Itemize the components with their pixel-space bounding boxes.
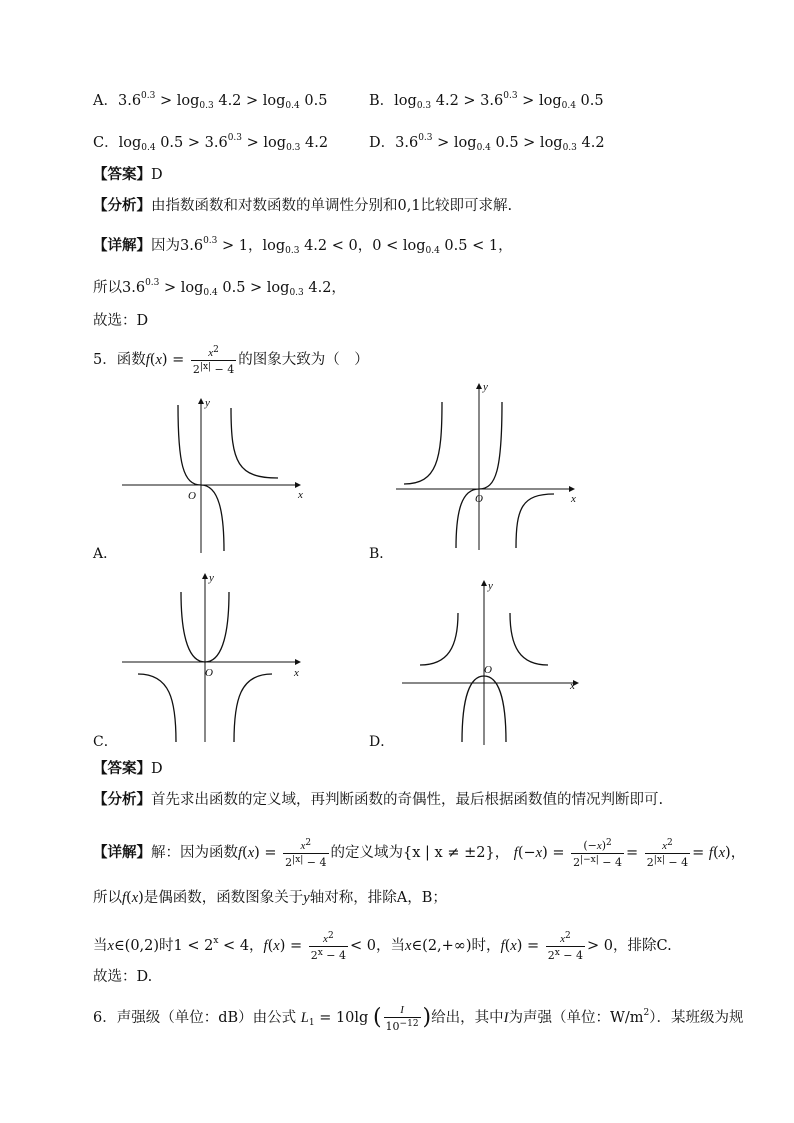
curve-left	[420, 613, 458, 665]
q4-analysis: 【分析】由指数函数和对数函数的单调性分别和0,1比较即可求解.	[93, 198, 513, 214]
curve-right	[516, 494, 554, 548]
origin-label: O	[484, 664, 492, 676]
q5-stem: 5．函数f(x) = $\frac{x^2}{2^{|x|} - 4}$ 的图象大致为（ ）	[93, 345, 369, 376]
x-label: x	[570, 680, 575, 692]
q4-option-c: C．$\log_{0.4} 0.5 > 3.6^{0.3} > \log_{0.3} 4.2$	[93, 133, 329, 153]
x-label: x	[571, 493, 576, 505]
y-label: y	[209, 572, 214, 584]
x-label: x	[294, 667, 299, 679]
y-label: y	[488, 580, 493, 592]
q4-detail: 【详解】因为$3.6^{0.3} > 1$，$\log_{0.3} 4.2 < 0$，$0 < \log_{0.4} 0.5 < 1$，	[93, 236, 513, 256]
curve-right	[231, 408, 278, 478]
curve-right	[234, 674, 272, 742]
graph-d-label: D．	[369, 734, 395, 750]
graph-option-d	[398, 577, 588, 747]
q5-even-conclusion: 所以f(x)是偶函数，函数图象关于y轴对称，排除A，B；	[93, 890, 447, 906]
graph-a-label: A．	[93, 546, 118, 562]
q5-detail: 【详解】解：因为函数f(x) = $\frac{x^2}{2^{|x|} - 4}$ 的定义域为{x | x ≠ ±2}， f(−x) = $\frac{(-x)^2}{2^{|-x|} - 4}$ = $\frac{x^2}{2^{|x|} - 4}$ = f(x)，	[93, 838, 746, 869]
y-label: y	[483, 381, 488, 393]
q4-choose: 故选：D	[93, 313, 149, 329]
graph-option-a	[118, 393, 308, 558]
graph-b-label: B．	[369, 546, 394, 562]
q4-option-b: B．$\log_{0.3} 4.2 > 3.6^{0.3} > \log_{0.4} 0.5$	[369, 91, 604, 111]
origin-label: O	[188, 490, 196, 502]
q6-stem: 6．声强级（单位：dB）由公式 $L_1 = 10\lg$ ( $\frac{I}{10^{-12}}$ )给出，其中I为声强（单位：$W/m^2$）．某班级为规	[93, 1004, 744, 1033]
q5-choose: 故选：D.	[93, 969, 153, 985]
graph-option-c	[118, 570, 308, 745]
origin-label: O	[205, 667, 213, 679]
q4-option-a: A．$3.6^{0.3} > \log_{0.3} 4.2 > \log_{0.4} 0.5$	[93, 91, 328, 111]
graph-c-label: C．	[93, 734, 118, 750]
x-label: x	[298, 489, 303, 501]
q5-case: 当x∈(0,2)时$1 < 2^x < 4$，f(x) = $\frac{x^2}{2^x - 4}$ < 0，当x∈(2,+∞)时，f(x) = $\frac{x^2}{2^x - 4}$ > 0，排除C.	[93, 931, 672, 962]
q5-analysis: 【分析】首先求出函数的定义域，再判断函数的奇偶性，最后根据函数值的情况判断即可.	[93, 792, 664, 808]
curve-left	[138, 674, 176, 742]
q4-conclusion: 所以$3.6^{0.3} > \log_{0.4} 0.5 > \log_{0.3} 4.2$，	[93, 278, 346, 298]
q4-answer: 【答案】D	[93, 167, 163, 183]
origin-label: O	[475, 493, 483, 505]
y-label: y	[205, 397, 210, 409]
q5-answer: 【答案】D	[93, 761, 163, 777]
curve-right	[510, 613, 548, 665]
graph-option-b	[392, 380, 582, 555]
q4-option-d: D．$3.6^{0.3} > \log_{0.4} 0.5 > \log_{0.3} 4.2$	[369, 133, 605, 153]
curve-left	[404, 402, 442, 484]
